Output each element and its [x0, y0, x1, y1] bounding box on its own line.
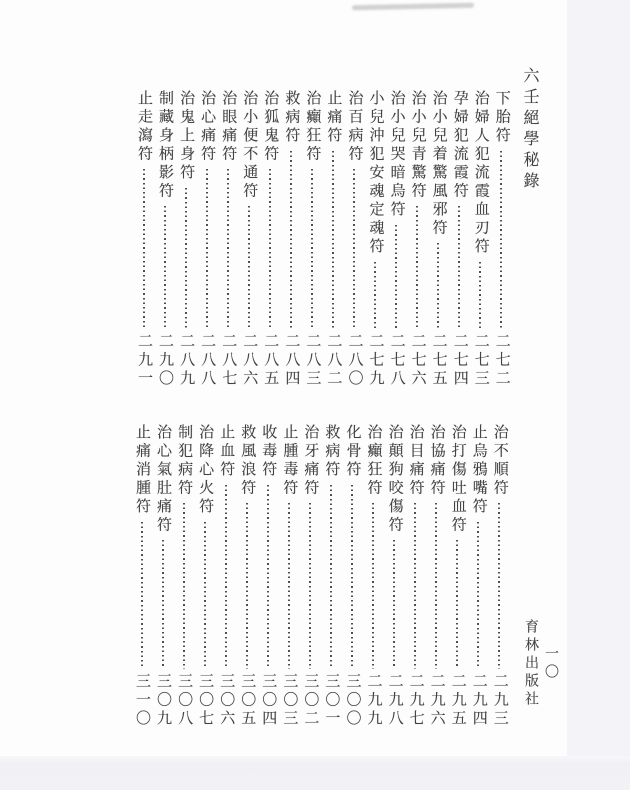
dotted-leader: [416, 206, 418, 329]
entry-title: 治婦人犯流霞血刃符: [472, 90, 489, 257]
entry-title: 治鬼上身符: [178, 90, 195, 183]
dotted-leader: [458, 206, 460, 329]
scan-artifact-smudge: [352, 3, 474, 11]
scan-margin-right: [567, 0, 630, 790]
dotted-leader: [330, 485, 332, 669]
entry-page-number: 二八四: [283, 332, 300, 388]
folio-page-number: 一〇: [543, 646, 558, 682]
dotted-leader: [204, 522, 206, 669]
toc-entry: [384, 424, 405, 728]
entry-title: 救病符: [323, 424, 340, 480]
toc-entry: [426, 424, 447, 728]
entry-title: 治不順符: [491, 424, 508, 498]
entry-title: 化骨符: [344, 424, 361, 480]
entry-page-number: 二八〇: [346, 332, 363, 388]
entry-title: 治顛狗咬傷符: [386, 424, 403, 535]
toc-entry: [343, 90, 364, 388]
entry-title: 救病符: [283, 90, 300, 146]
toc-entry: [405, 424, 426, 728]
entry-page-number: 二七六: [409, 332, 426, 388]
dotted-leader: [414, 503, 416, 669]
entry-title: 止血符: [218, 424, 235, 480]
entry-title: 收毒符: [260, 424, 277, 480]
scan-margin-bottom: [0, 756, 630, 790]
entry-title: 下胎符: [493, 90, 510, 146]
entry-page-number: 二九四: [470, 672, 487, 728]
dotted-leader: [248, 206, 250, 329]
toc-entry: [386, 90, 407, 388]
toc-entry: [491, 90, 512, 388]
dotted-leader: [479, 262, 481, 329]
toc-entry: [217, 90, 238, 388]
toc-entry: [322, 90, 343, 388]
book-title: 六壬絕學秘錄: [521, 67, 538, 193]
toc-entry: [407, 90, 428, 388]
dotted-leader: [225, 485, 227, 669]
entry-title: 小兒沖犯安魂定魂符: [367, 90, 384, 257]
entry-title: 治心痛符: [199, 90, 216, 164]
entry-title: 止痛消腫符: [134, 424, 150, 517]
toc-entry: [449, 90, 470, 388]
entry-title: 治癲狂符: [304, 90, 321, 164]
toc-entry: [299, 424, 320, 728]
dotted-leader: [437, 243, 439, 329]
entry-title: 孕婦犯流霞符: [451, 90, 468, 201]
entry-page-number: 三〇二: [302, 672, 319, 728]
entry-page-number: 三〇一: [323, 672, 340, 728]
entry-page-number: 二八二: [325, 332, 342, 388]
entry-page-number: 二八六: [241, 332, 258, 388]
entry-title: 制藏身柄影符: [157, 90, 174, 201]
entry-page-number: 三〇九: [155, 672, 172, 728]
entry-page-number: 三〇八: [176, 672, 193, 728]
dotted-leader: [269, 169, 271, 329]
publisher-name: 育林出版社: [523, 619, 538, 709]
entry-page-number: 二八三: [304, 332, 321, 388]
toc-bottom-section: [131, 424, 510, 728]
entry-page-number: 二七九: [367, 332, 384, 388]
toc-entry: [152, 424, 173, 728]
entry-page-number: 二八五: [262, 332, 279, 388]
entry-page-number: 三〇六: [218, 672, 235, 728]
dotted-leader: [267, 485, 269, 669]
toc-entry: [175, 90, 196, 388]
dotted-leader: [500, 151, 502, 329]
toc-entry: [196, 90, 217, 388]
entry-page-number: 三〇〇: [344, 672, 361, 728]
entry-page-number: 二八九: [178, 332, 195, 388]
toc-entry: [215, 424, 236, 728]
toc-entry: [365, 90, 386, 388]
toc-entry: [238, 90, 259, 388]
toc-entry: [301, 90, 322, 388]
toc-entry: [341, 424, 362, 728]
entry-page-number: 二八八: [199, 332, 216, 388]
entry-title: 治小兒着驚風邪符: [430, 90, 447, 238]
entry-page-number: 三〇三: [281, 672, 298, 728]
toc-entry: [320, 424, 341, 728]
dotted-leader: [227, 169, 229, 329]
dotted-leader: [374, 262, 376, 329]
dotted-leader: [332, 151, 334, 329]
toc-entry: [280, 90, 301, 388]
dotted-leader: [309, 503, 311, 669]
dotted-leader: [311, 169, 313, 329]
toc-entry: [194, 424, 215, 728]
dotted-leader: [164, 206, 166, 329]
toc-entry: [133, 90, 154, 388]
dotted-leader: [246, 503, 248, 669]
entry-title: 救風浪符: [239, 424, 256, 498]
entry-title: 止腫毒符: [281, 424, 298, 498]
dotted-leader: [351, 485, 353, 669]
entry-page-number: 二九八: [386, 672, 403, 728]
entry-page-number: 二七四: [451, 332, 468, 388]
entry-page-number: 二九九: [365, 672, 382, 728]
entry-title: 治心氣肚痛符: [155, 424, 172, 535]
dotted-leader: [395, 225, 397, 329]
toc-entry: [428, 90, 449, 388]
dotted-leader: [456, 540, 458, 669]
dotted-leader: [372, 503, 374, 669]
toc-entry: [154, 90, 175, 388]
toc-entry: [447, 424, 468, 728]
dotted-leader: [353, 169, 355, 329]
dotted-leader: [435, 503, 437, 669]
entry-title: 治狐鬼符: [262, 90, 279, 164]
entry-title: 治協痛符: [428, 424, 445, 498]
dotted-leader: [288, 503, 290, 669]
entry-title: 治打傷吐血符: [449, 424, 466, 535]
entry-page-number: 三〇四: [260, 672, 277, 728]
dotted-leader: [290, 151, 292, 329]
toc-entry: [468, 424, 489, 728]
entry-title: 治降心火符: [197, 424, 214, 517]
entry-title: 治小兒哭暗烏符: [388, 90, 405, 220]
dotted-leader: [206, 169, 208, 329]
entry-page-number: 二九六: [428, 672, 445, 728]
dotted-leader: [143, 169, 145, 329]
entry-page-number: 二九〇: [157, 332, 174, 388]
dotted-leader: [498, 503, 500, 669]
dotted-leader: [141, 522, 143, 669]
entry-page-number: 三〇七: [197, 672, 214, 728]
entry-title: 止烏鴉嘴符: [470, 424, 487, 517]
entry-page-number: 二八七: [220, 332, 237, 388]
entry-title: 治小便不通符: [241, 90, 258, 201]
entry-page-number: 二七三: [472, 332, 489, 388]
entry-page-number: 三一〇: [134, 672, 150, 728]
entry-title: 治百病符: [346, 90, 363, 164]
entry-title: 治小兒青驚符: [409, 90, 426, 201]
entry-title: 治癲狂符: [365, 424, 382, 498]
toc-entry: [236, 424, 257, 728]
entry-page-number: 二七二: [493, 332, 510, 388]
dotted-leader: [162, 540, 164, 669]
toc-entry: [257, 424, 278, 728]
toc-entry: [173, 424, 194, 728]
entry-page-number: 二七五: [430, 332, 447, 388]
entry-title: 治目痛符: [407, 424, 424, 498]
dotted-leader: [185, 188, 187, 329]
toc-entry: [363, 424, 384, 728]
dotted-leader: [183, 503, 185, 669]
toc-entry: [278, 424, 299, 728]
toc-entry: [131, 424, 152, 728]
toc-top-section: [133, 90, 512, 388]
entry-title: 治牙痛符: [302, 424, 319, 498]
dotted-leader: [477, 522, 479, 669]
entry-page-number: 二九七: [407, 672, 424, 728]
toc-entry: [489, 424, 510, 728]
toc-entry: [470, 90, 491, 388]
entry-page-number: 三〇五: [239, 672, 256, 728]
dotted-leader: [393, 540, 395, 669]
entry-page-number: 二七八: [388, 332, 405, 388]
entry-page-number: 二九三: [491, 672, 508, 728]
entry-page-number: 二九一: [136, 332, 152, 388]
entry-page-number: 二九五: [449, 672, 466, 728]
entry-title: 制犯病符: [176, 424, 193, 498]
entry-title: 治眼痛符: [220, 90, 237, 164]
toc-entry: [259, 90, 280, 388]
entry-title: 止痛符: [325, 90, 342, 146]
entry-title: 止走瀉符: [136, 90, 152, 164]
